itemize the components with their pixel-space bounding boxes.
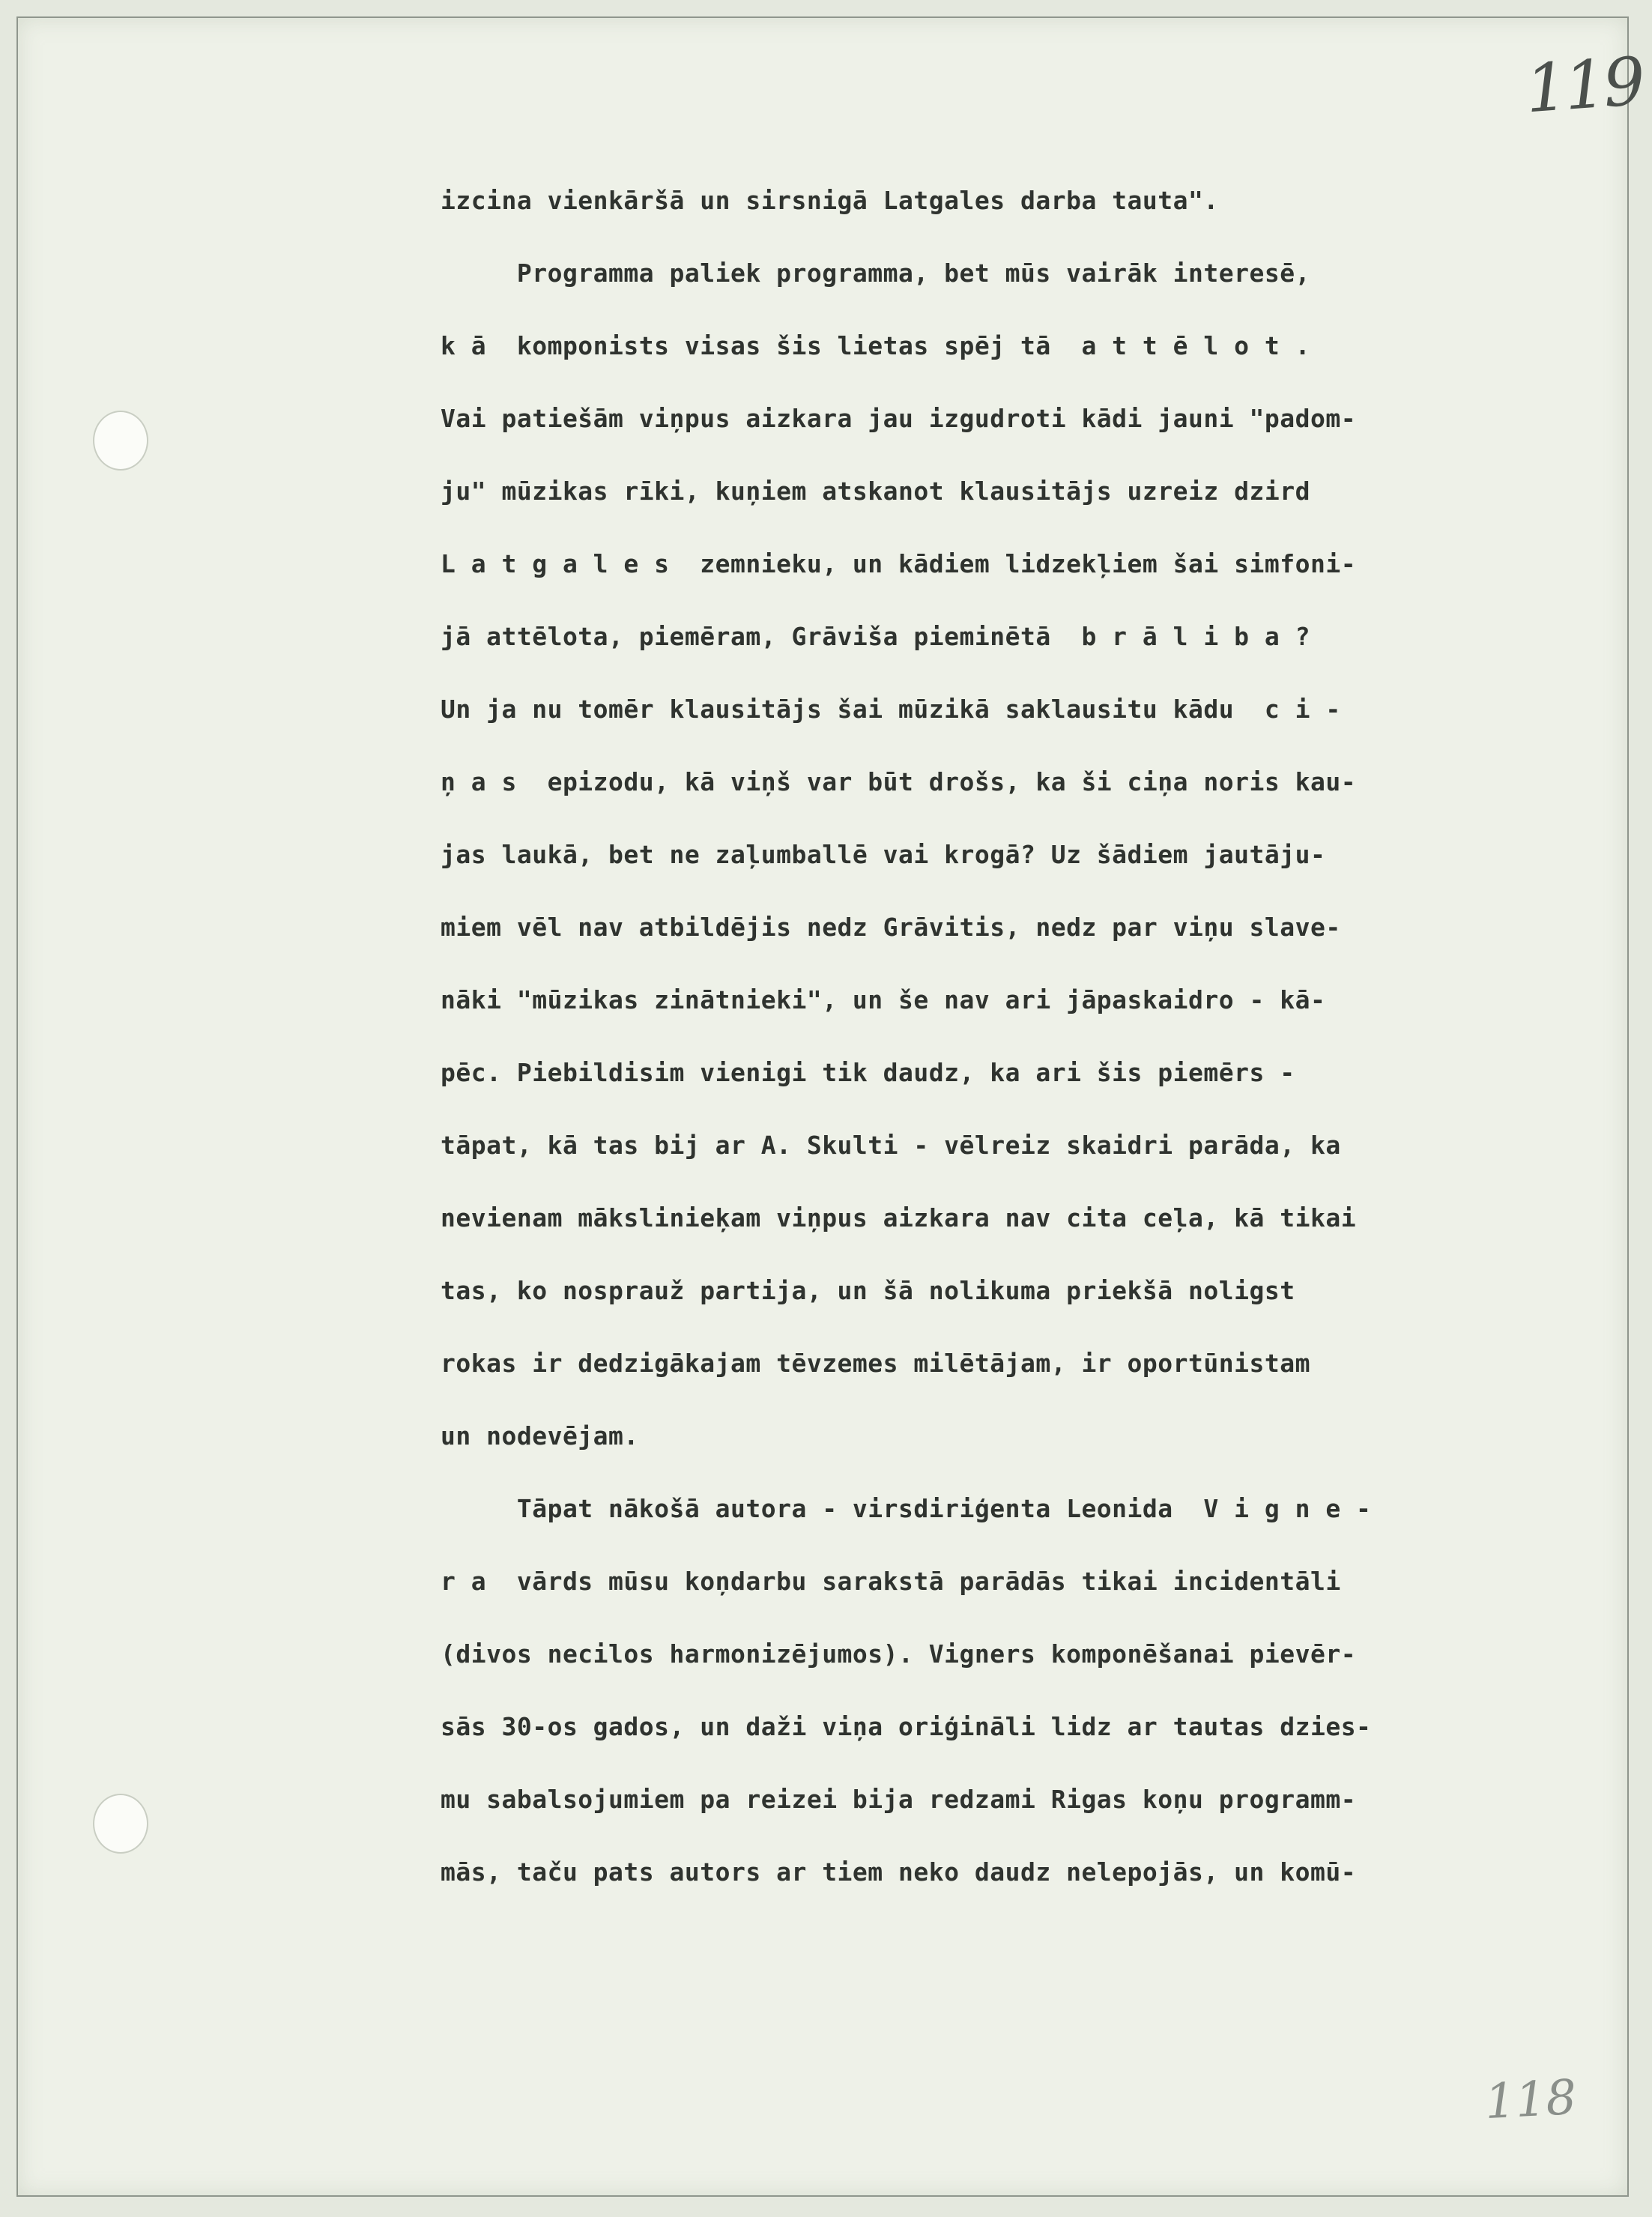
handwritten-folio-number-bottom: 118 (1483, 2069, 1579, 2131)
punch-hole-top (93, 411, 148, 471)
text-line: mu sabalsojumiem pa reizei bija redzami Rigas koņu programm- (441, 1785, 1357, 1814)
text-line: Un ja nu tomēr klausitājs šai mūzikā saklausitu kādu c i - (441, 695, 1341, 724)
text-line: ņ a s epizodu, kā viņš var būt drošs, ka ši ciņa noris kau- (441, 767, 1357, 796)
text-line: sās 30-os gados, un daži viņa oriģināli lidz ar tautas dzies- (441, 1712, 1372, 1741)
text-line: tāpat, kā tas bij ar A. Skulti - vēlreiz skaidri parāda, ka (441, 1131, 1341, 1160)
text-line: miem vēl nav atbildējis nedz Grāvitis, nedz par viņu slave- (441, 913, 1341, 942)
text-line: Tāpat nākošā autora - virsdiriģenta Leonida V i g n e - (441, 1494, 1372, 1523)
text-line: (divos necilos harmonizējumos). Vigners komponēšanai pievēr- (441, 1639, 1357, 1669)
text-line: un nodevējam. (441, 1421, 639, 1451)
text-line: jā attēlota, piemēram, Grāviša pieminētā b r ā l i b a ? (441, 622, 1310, 651)
text-line: nevienam mākslinieķam viņpus aizkara nav cita ceļa, kā tikai (441, 1203, 1357, 1232)
text-line: mās, taču pats autors ar tiem neko daudz nelepojās, un komū- (441, 1857, 1357, 1887)
text-line: pēc. Piebildisim vienigi tik daudz, ka ari šis piemērs - (441, 1058, 1295, 1087)
handwritten-folio-number: 119 (1522, 42, 1645, 128)
text-line: nāki "mūzikas zinātnieki", un še nav ari jāpaskaidro - kā- (441, 985, 1326, 1014)
text-line: ju" mūzikas rīki, kuņiem atskanot klausitājs uzreiz dzird (441, 477, 1310, 506)
text-line: tas, ko nosprauž partija, un šā nolikuma priekšā noligst (441, 1276, 1295, 1305)
text-line: r a vārds mūsu koņdarbu sarakstā parādās tikai incidentāli (441, 1567, 1341, 1596)
typewritten-text (441, 180, 1579, 1924)
punch-hole-bottom (93, 1794, 148, 1854)
text-line: L a t g a l e s zemnieku, un kādiem lidzekļiem šai simfoni- (441, 549, 1357, 578)
text-line: Vai patiešām viņpus aizkara jau izgudroti kādi jauni "padom- (441, 404, 1357, 433)
text-line: k ā komponists visas šis lietas spēj tā a t t ē l o t . (441, 331, 1310, 360)
text-line: rokas ir dedzigākajam tēvzemes milētājam, ir oportūnistam (441, 1349, 1310, 1378)
text-line: Programma paliek programma, bet mūs vairāk interesē, (441, 258, 1310, 288)
text-line: jas laukā, bet ne zaļumballē vai krogā? Uz šādiem jautāju- (441, 840, 1326, 869)
text-line: izcina vienkāršā un sirsnigā Latgales darba tauta". (441, 186, 1219, 215)
